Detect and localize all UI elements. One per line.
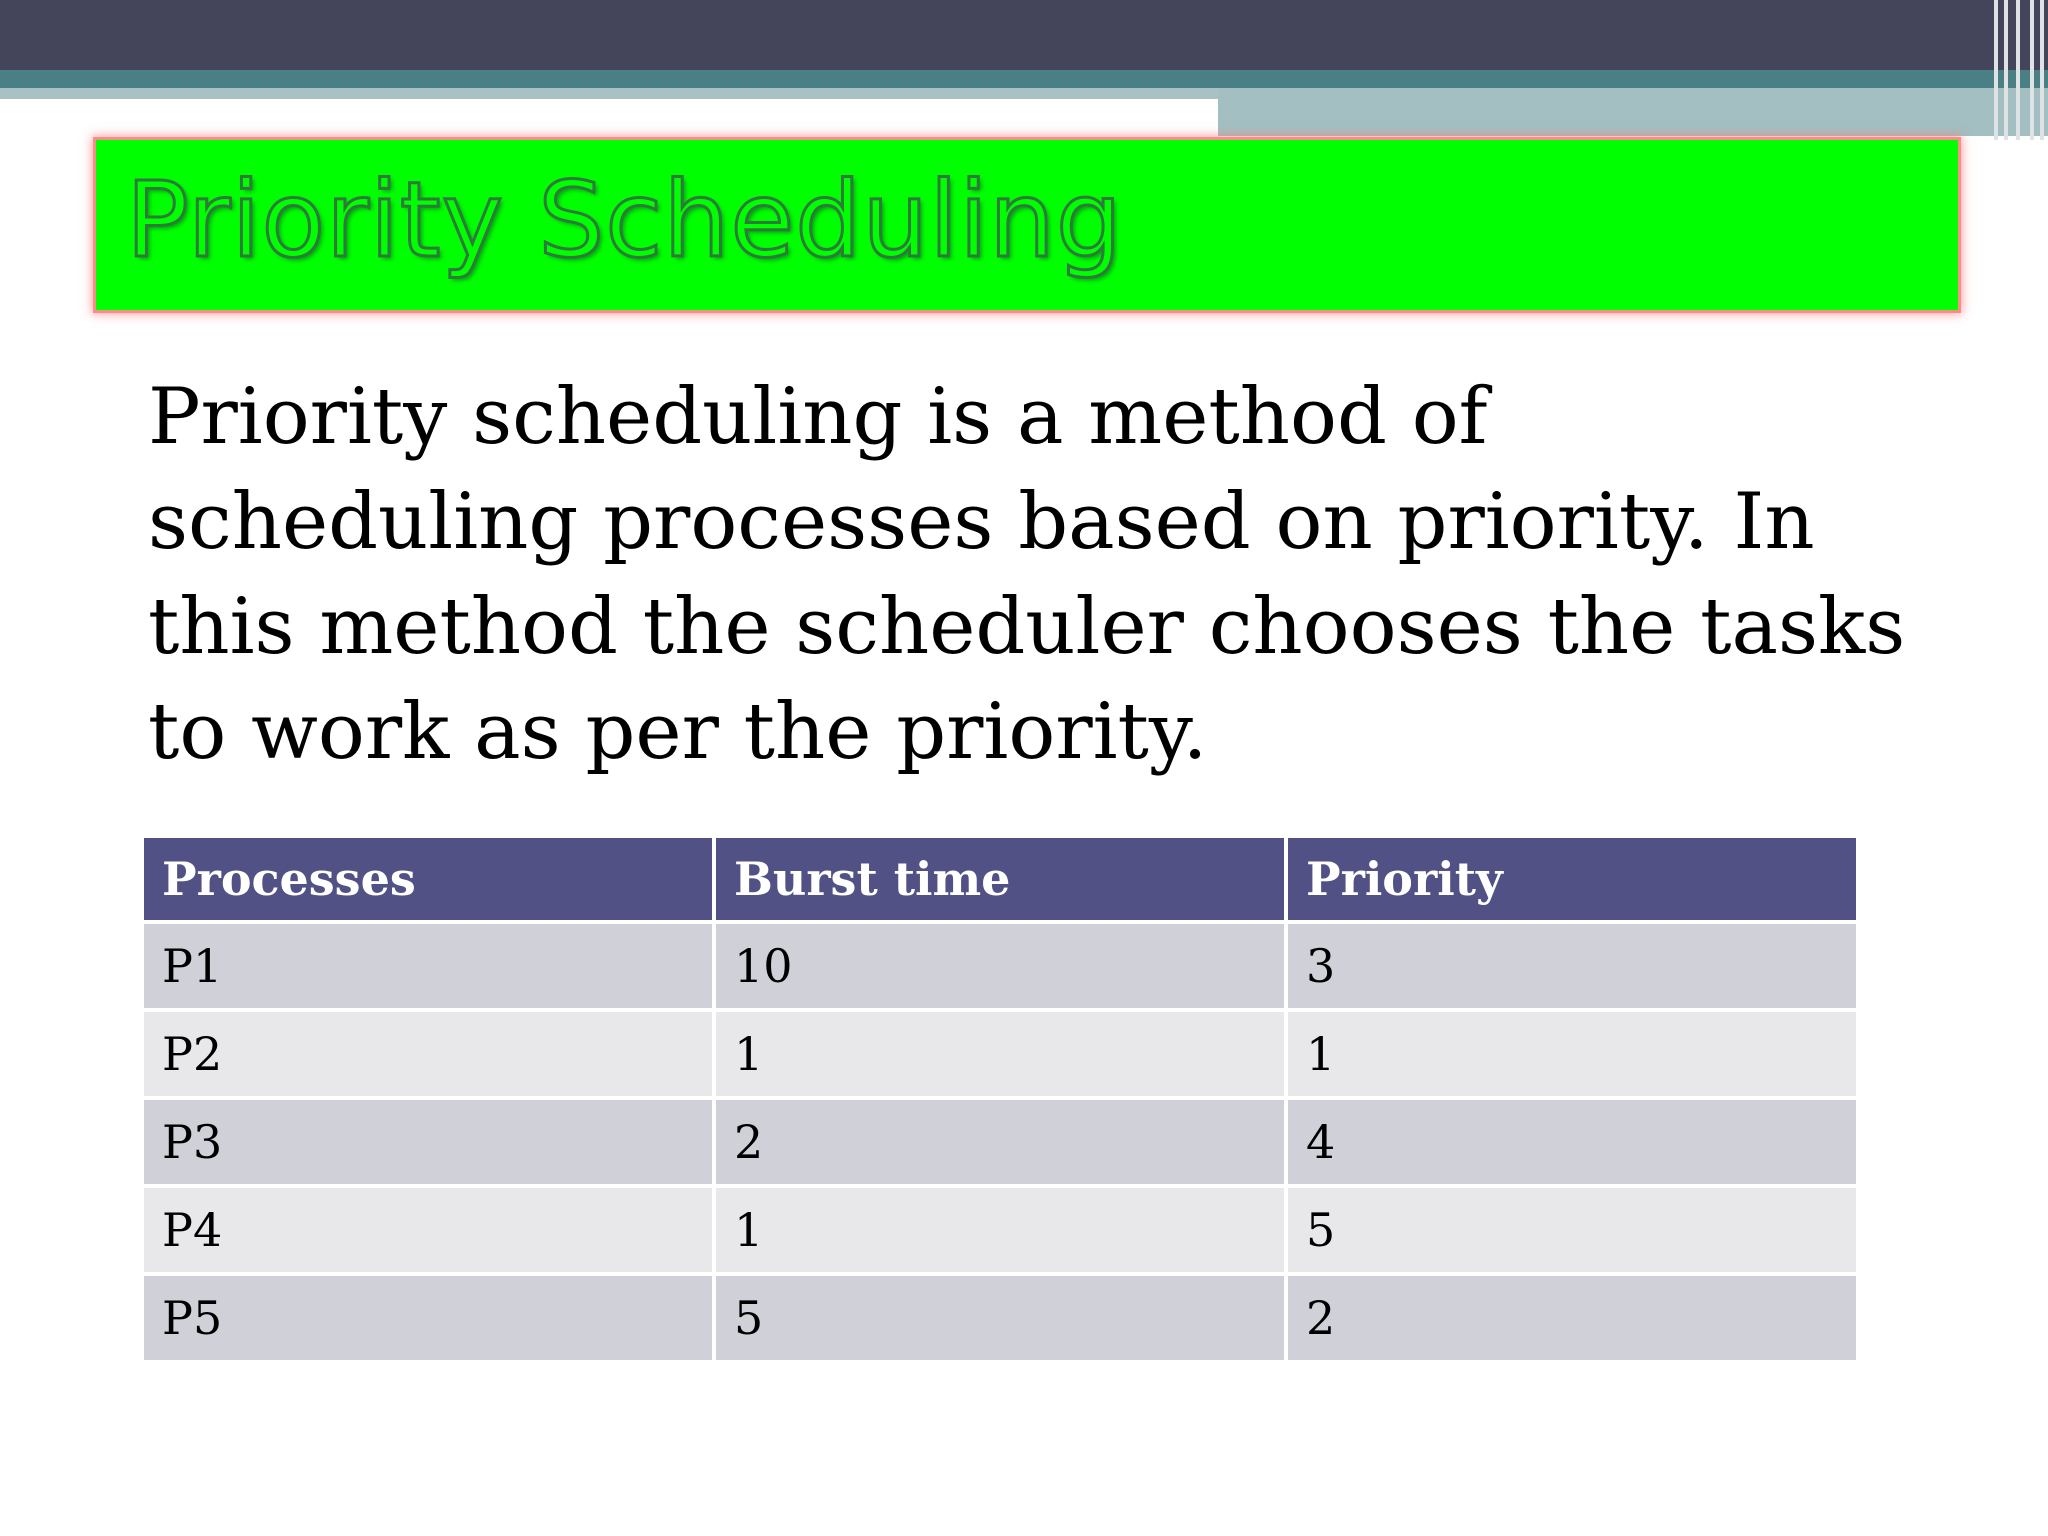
cell-process: P5: [144, 1276, 712, 1360]
cell-burst-time: 5: [716, 1276, 1284, 1360]
slide-title: Priority Scheduling: [126, 159, 1123, 281]
header-priority: Priority: [1288, 838, 1856, 920]
cell-burst-time: 10: [716, 924, 1284, 1008]
table-row: [144, 1188, 1856, 1272]
table-row: [144, 924, 1856, 1008]
cell-priority: 5: [1288, 1188, 1856, 1272]
top-light-band-right: [1218, 88, 2048, 136]
body-paragraph: Priority scheduling is a method of scheduling processes based on priority. In this method the scheduler chooses the tasks to work as per the priority.: [148, 372, 1906, 777]
top-teal-band: [0, 70, 2048, 88]
process-table: [140, 834, 1860, 1364]
table-row: [144, 1012, 1856, 1096]
cell-burst-time: 1: [716, 1012, 1284, 1096]
table-row: [144, 1100, 1856, 1184]
table-row: [144, 1276, 1856, 1360]
cell-priority: 3: [1288, 924, 1856, 1008]
cell-process: P2: [144, 1012, 712, 1096]
corner-decoration: [1990, 0, 2048, 140]
cell-process: P4: [144, 1188, 712, 1272]
cell-burst-time: 2: [716, 1100, 1284, 1184]
cell-process: P3: [144, 1100, 712, 1184]
title-banner: [96, 140, 1958, 310]
cell-process: P1: [144, 924, 712, 1008]
top-dark-band: [0, 0, 2048, 70]
header-processes: Processes: [144, 838, 712, 920]
cell-priority: 2: [1288, 1276, 1856, 1360]
cell-priority: 4: [1288, 1100, 1856, 1184]
header-burst-time: Burst time: [716, 838, 1284, 920]
cell-burst-time: 1: [716, 1188, 1284, 1272]
top-light-band-left: [0, 88, 1218, 99]
cell-priority: 1: [1288, 1012, 1856, 1096]
table-header-row: [144, 838, 1856, 920]
